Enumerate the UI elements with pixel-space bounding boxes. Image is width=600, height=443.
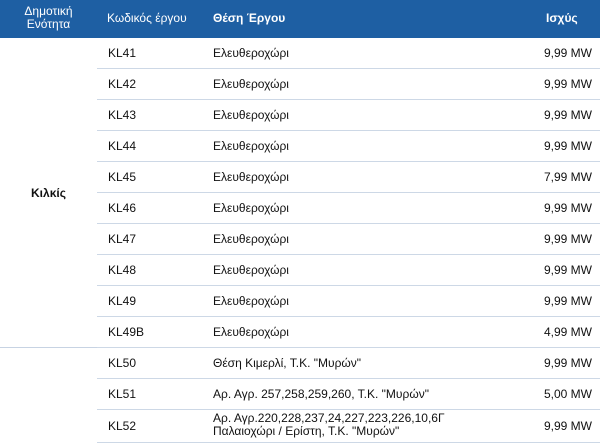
project-location-cell: Ελευθεροχώρι [204,100,510,131]
project-location-cell: Αρ. Αγρ. 257,258,259,260, Τ.Κ. "Μυρών" [204,379,510,410]
project-location-cell: Ελευθεροχώρι [204,69,510,100]
project-code-cell: KL43 [97,100,204,131]
power-cell: 9,99 MW [510,348,600,379]
project-code-cell: KL46 [97,193,204,224]
power-cell: 9,99 MW [510,255,600,286]
project-location-cell: Ελευθεροχώρι [204,131,510,162]
municipal-unit-cell: Κιλκίς [0,38,97,348]
power-cell: 7,99 MW [510,162,600,193]
project-code-cell: KL47 [97,224,204,255]
power-cell: 5,00 MW [510,379,600,410]
header-project-location: Θέση Έργου [204,0,510,38]
project-code-cell: KL41 [97,38,204,69]
power-cell: 4,99 MW [510,317,600,348]
header-municipal-unit [0,0,97,38]
municipal-unit-cell [0,348,97,443]
project-code-cell: KL52 [97,410,204,443]
power-cell: 9,99 MW [510,224,600,255]
project-location-cell [204,410,510,443]
project-location-cell: Ελευθεροχώρι [204,224,510,255]
header-municipal-unit-line1: Δημοτική [24,4,73,18]
project-code-cell: KL51 [97,379,204,410]
project-code-cell: KL49 [97,286,204,317]
project-location-line1: Αρ. Αγρ.220,228,237,24,227,223,226,10,6Γ [213,411,445,425]
project-code-cell: KL49B [97,317,204,348]
group-kilkis [0,38,600,348]
header-project-code: Κωδικός έργου [97,0,204,38]
project-location-cell: Ελευθεροχώρι [204,286,510,317]
project-location-cell: Θέση Κιμερλί, Τ.Κ. "Μυρών" [204,348,510,379]
power-cell: 9,99 MW [510,131,600,162]
power-cell: 9,99 MW [510,69,600,100]
project-location-cell: Ελευθεροχώρι [204,38,510,69]
table-row [0,348,600,379]
project-code-cell: KL45 [97,162,204,193]
project-code-cell: KL42 [97,69,204,100]
project-location-line2: Παλαιοχώρι / Ερίστη, Τ.Κ. "Μυρών" [213,424,400,438]
power-cell: 9,99 MW [510,193,600,224]
project-code-cell: KL44 [97,131,204,162]
power-cell: 9,99 MW [510,38,600,69]
project-location-cell: Ελευθεροχώρι [204,193,510,224]
power-cell: 9,99 MW [510,286,600,317]
project-location-cell: Ελευθεροχώρι [204,317,510,348]
table-row [0,38,600,69]
project-code-cell: KL50 [97,348,204,379]
project-location-cell: Ελευθεροχώρι [204,255,510,286]
power-cell: 9,99 MW [510,100,600,131]
project-location-cell: Ελευθεροχώρι [204,162,510,193]
group-myron [0,348,600,443]
power-cell: 9,99 MW [510,410,600,443]
header-power: Ισχύς [510,0,600,38]
header-municipal-unit-line2: Ενότητα [26,17,71,31]
project-code-cell: KL48 [97,255,204,286]
table-header-row [0,0,600,38]
